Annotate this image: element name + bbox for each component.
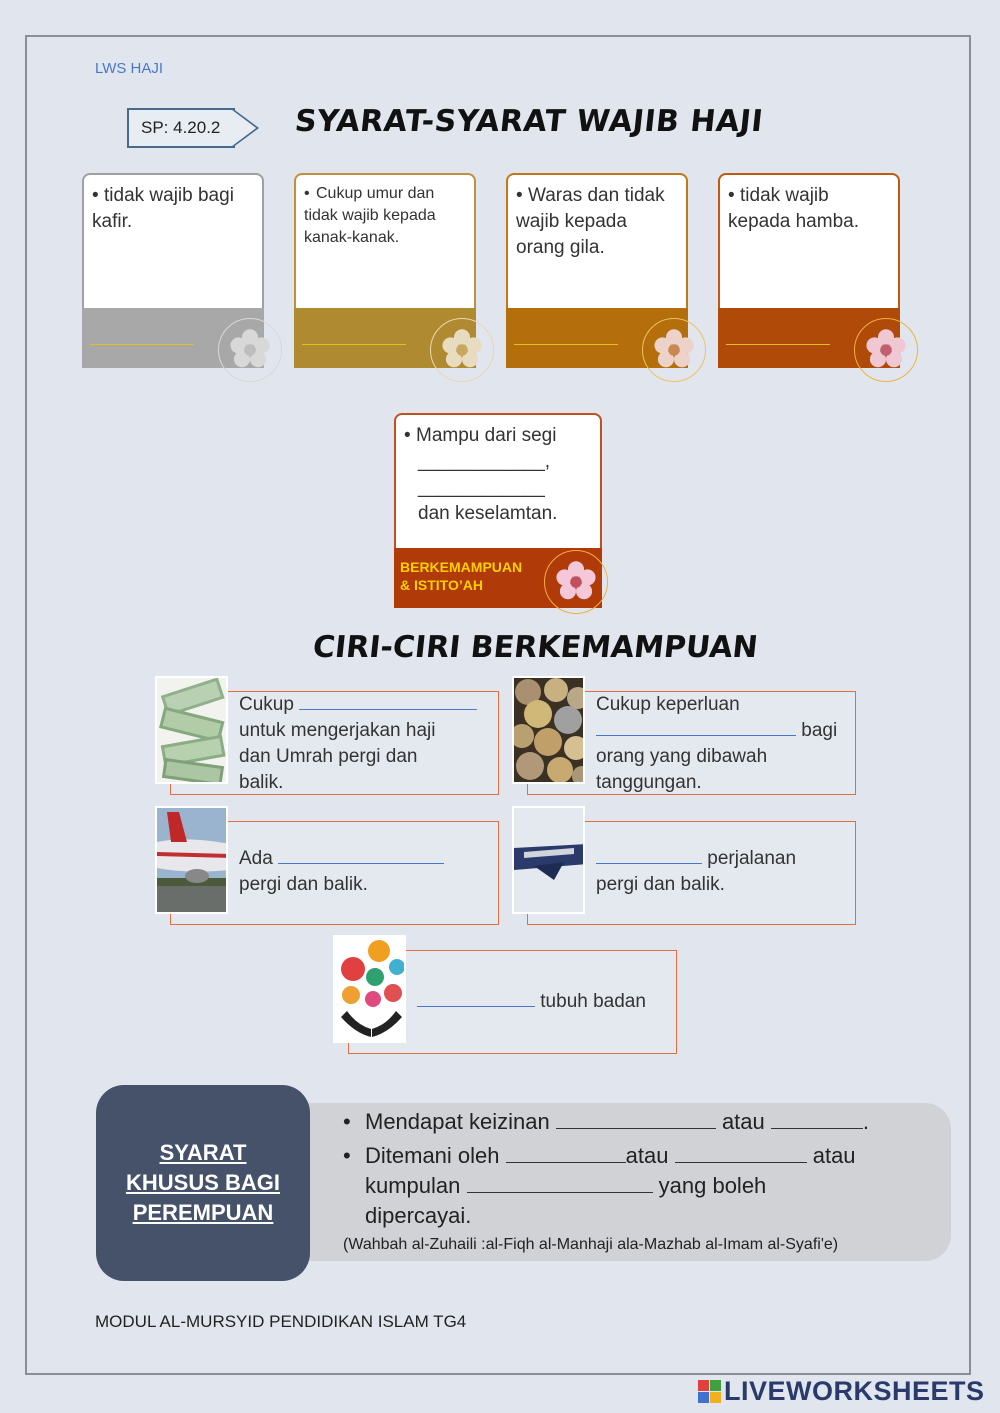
- ciri-text: perjalanan: [707, 848, 797, 869]
- requirement-2: [343, 1141, 943, 1231]
- money-image: [155, 676, 228, 784]
- ciri-text: tubuh badan: [540, 991, 646, 1012]
- ciri-text: pergi dan balik.: [239, 874, 368, 895]
- istitoah-line-1: Mampu dari segi: [416, 425, 557, 446]
- section-title: CIRI-CIRI BERKEMAMPUAN: [311, 630, 760, 665]
- footer-module: MODUL AL-MURSYID PENDIDIKAN ISLAM TG4: [95, 1312, 467, 1331]
- req-text: yang boleh: [658, 1173, 767, 1198]
- answer-blank[interactable]: [299, 692, 477, 710]
- reference-citation: (Wahbah al-Zuhaili :al-Fiqh al-Manhaji ala-Mazhab al-Imam al-Syafi'e): [343, 1236, 839, 1253]
- req-text: kumpulan: [365, 1173, 461, 1198]
- ciri-text: Ada: [239, 848, 273, 869]
- answer-blank[interactable]: ____________: [418, 477, 545, 498]
- bullet-icon: •: [728, 185, 735, 206]
- req-text: atau: [721, 1109, 765, 1134]
- ciri-text: balik.: [239, 772, 284, 793]
- req-text: .: [862, 1109, 870, 1134]
- condition-text: Waras dan tidak wajib kepada orang gila.: [516, 185, 665, 258]
- flower-icon: [544, 550, 608, 614]
- flower-icon: [218, 318, 282, 382]
- answer-blank[interactable]: [675, 1143, 807, 1163]
- liveworksheets-brand[interactable]: [698, 1376, 985, 1407]
- condition-text: tidak wajib bagi kafir.: [92, 185, 234, 232]
- req-text: Mendapat keizinan: [365, 1109, 550, 1134]
- sp-badge: SP: 4.20.2: [127, 108, 235, 148]
- condition-text: Cukup umur dan tidak wajib kepada kanak-kanak.: [304, 185, 436, 246]
- worksheet-code: LWS HAJI: [95, 60, 164, 77]
- label-line-2: KHUSUS BAGI: [125, 1170, 280, 1195]
- istitoah-line-4: dan keselamtan.: [418, 503, 558, 524]
- bullet-icon: •: [516, 185, 523, 206]
- answer-blank[interactable]: [596, 718, 796, 736]
- req-text: dipercayai.: [365, 1203, 472, 1228]
- bullet-icon: •: [343, 1143, 351, 1168]
- answer-blank[interactable]: [726, 344, 830, 345]
- flower-icon: [430, 318, 494, 382]
- bullet-icon: •: [404, 425, 411, 446]
- condition-card-3: [506, 173, 688, 368]
- card-footer: [394, 548, 602, 608]
- condition-card-4: [718, 173, 900, 368]
- answer-blank[interactable]: [302, 344, 406, 345]
- ciri-text: bagi: [801, 720, 838, 741]
- sp-badge-arrow-icon: [232, 108, 260, 148]
- answer-blank[interactable]: [417, 989, 535, 1007]
- footer-label: [400, 558, 522, 594]
- brand-text: LIVEWORKSHEETS: [724, 1376, 985, 1406]
- answer-blank[interactable]: ____________,: [418, 451, 551, 472]
- answer-blank[interactable]: [467, 1173, 653, 1193]
- ciri-text: orang yang dibawah: [596, 746, 768, 767]
- liveworksheets-logo-icon: [698, 1380, 721, 1403]
- bullet-icon: •: [304, 185, 310, 202]
- bullet-icon: •: [92, 185, 99, 206]
- footer-label-line-1: BERKEMAMPUAN: [400, 559, 523, 575]
- answer-blank[interactable]: [556, 1109, 716, 1129]
- req-text: atau: [812, 1143, 856, 1168]
- answer-blank[interactable]: [514, 344, 618, 345]
- bullet-icon: •: [343, 1109, 351, 1134]
- card-footer: [506, 308, 688, 368]
- ciri-text: pergi dan balik.: [596, 874, 725, 895]
- card-footer: [718, 308, 900, 368]
- page-title: SYARAT-SYARAT WAJIB HAJI: [293, 104, 765, 139]
- airplane-wing-image: [512, 806, 585, 914]
- card-footer: [294, 308, 476, 368]
- ciri-text: untuk mengerjakan haji: [239, 720, 436, 741]
- condition-card-2: [294, 173, 476, 368]
- card-footer: [82, 308, 264, 368]
- answer-blank[interactable]: [596, 846, 702, 864]
- answer-blank[interactable]: [506, 1143, 626, 1163]
- answer-blank[interactable]: [771, 1109, 863, 1129]
- ciri-text: tanggungan.: [596, 772, 702, 793]
- health-icons-image: [333, 935, 406, 1043]
- req-text: Ditemani oleh: [365, 1143, 500, 1168]
- condition-card-1: [82, 173, 264, 368]
- footer-label-line-2: & ISTITO’AH: [400, 577, 483, 593]
- flower-icon: [642, 318, 706, 382]
- answer-blank[interactable]: [278, 846, 444, 864]
- ciri-text: dan Umrah pergi dan: [239, 746, 418, 767]
- label-line-1: SYARAT: [159, 1140, 247, 1165]
- label-line-3: PEREMPUAN: [132, 1200, 274, 1225]
- requirement-1: [343, 1107, 943, 1137]
- coins-image: [512, 676, 585, 784]
- special-requirements-label: [96, 1085, 310, 1281]
- ciri-text: Cukup keperluan: [596, 694, 740, 715]
- ciri-text: Cukup: [239, 694, 294, 715]
- airplane-image: [155, 806, 228, 914]
- req-text: atau: [625, 1143, 669, 1168]
- condition-text: tidak wajib kepada hamba.: [728, 185, 859, 232]
- istitoah-card: [394, 413, 602, 608]
- answer-blank[interactable]: [90, 344, 194, 345]
- flower-icon: [854, 318, 918, 382]
